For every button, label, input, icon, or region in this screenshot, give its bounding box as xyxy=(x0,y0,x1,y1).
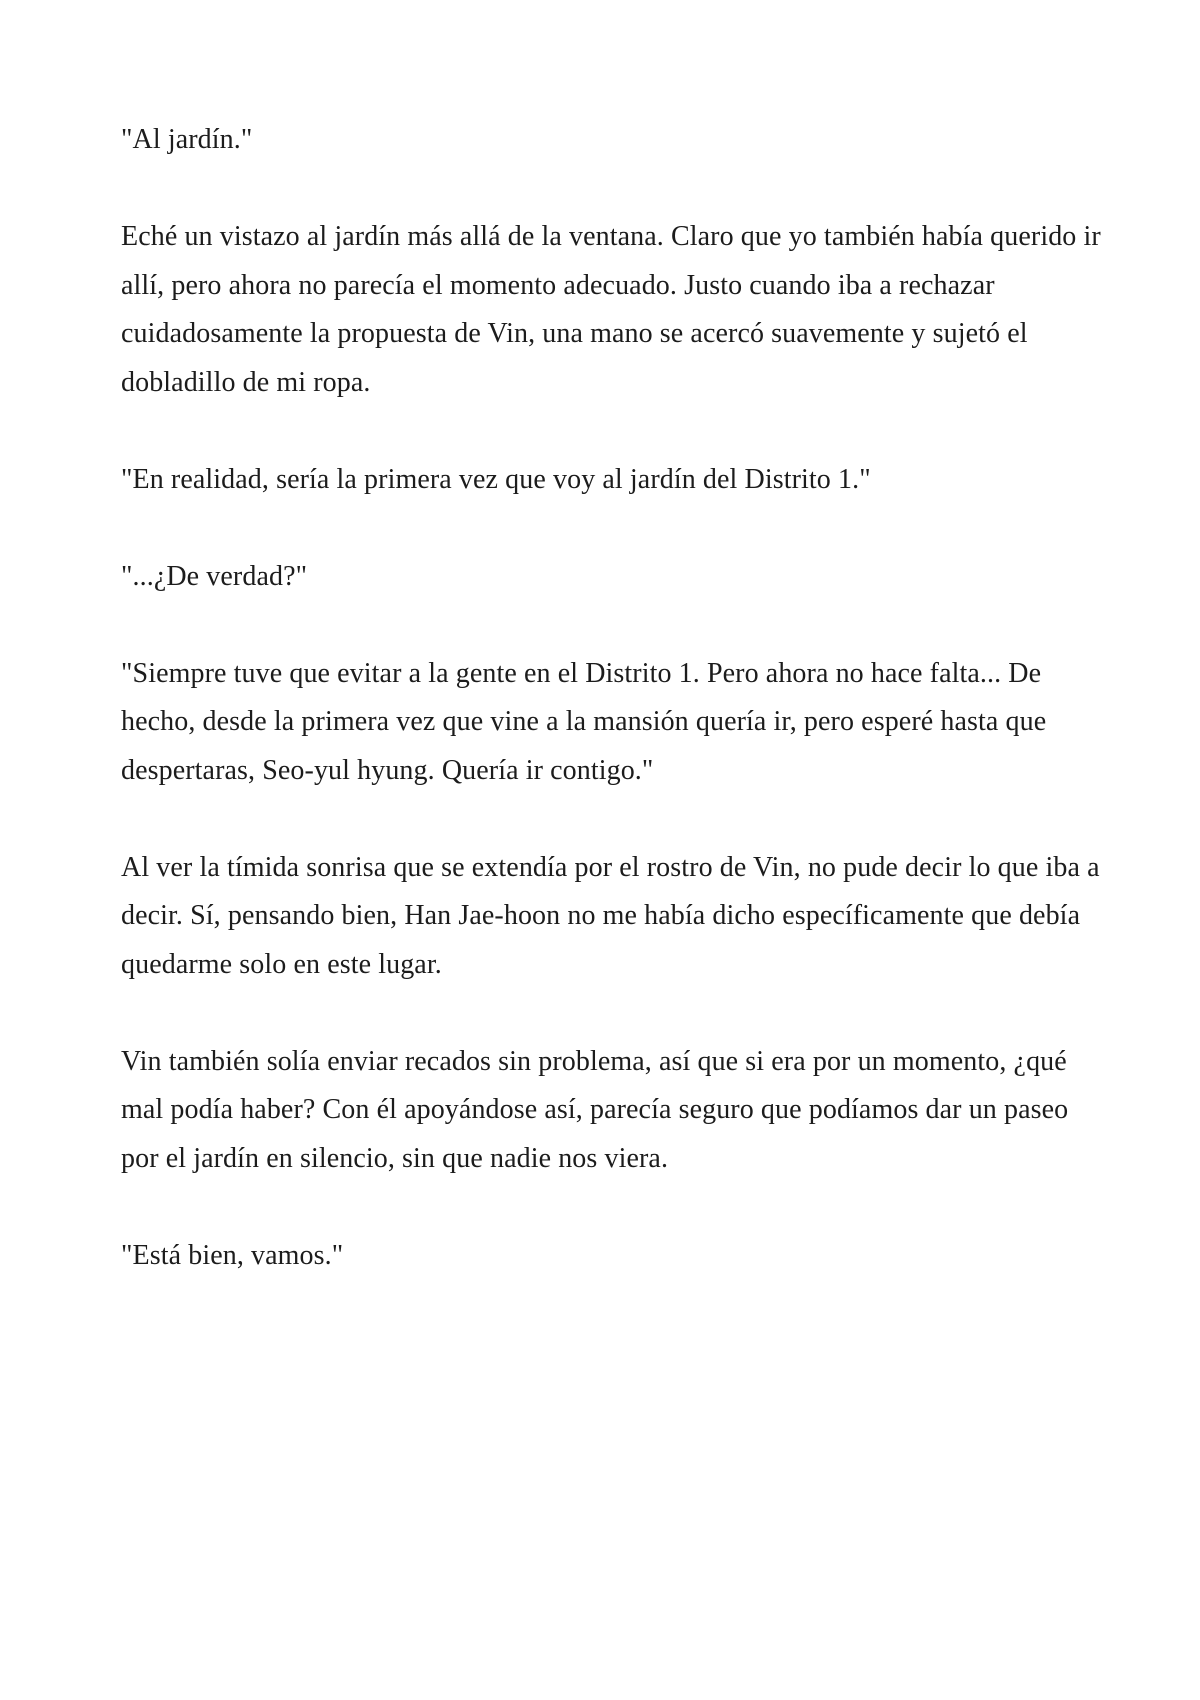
paragraph-dialogue-district: "Siempre tuve que evitar a la gente en el Distrito 1. Pero ahora no hace falta... De hecho, desde la primera vez que vine a la mansión quería ir, pero esperé hasta que despertaras, Seo-yul hyung. Quería ir contigo." xyxy=(121,657,1047,786)
paragraph-dialogue-garden: "Al jardín." xyxy=(121,124,253,155)
paragraph-narration-smile: Al ver la tímida sonrisa que se extendía por el rostro de Vin, no pude decir lo que iba a decir. Sí, pensando bien, Han Jae-hoon no me había dicho específicamente que debía quedarme solo en este lugar. xyxy=(121,851,1100,980)
paragraph-dialogue-first-time: "En realidad, sería la primera vez que voy al jardín del Distrito 1." xyxy=(121,463,871,495)
paragraph-dialogue-really: "...¿De verdad?" xyxy=(121,560,308,592)
paragraph-dialogue-lets-go: "Está bien, vamos." xyxy=(121,1239,344,1271)
paragraph-narration-window: Eché un vistazo al jardín más allá de la ventana. Claro que yo también había querido ir allí, pero ahora no parecía el momento adecuado. Justo cuando iba a rechazar cuidadosamente la propuesta de Vin, una mano se acercó suavemente y sujetó el dobladillo de mi ropa. xyxy=(121,221,1101,398)
paragraph-narration-errands: Vin también solía enviar recados sin problema, así que si era por un momento, ¿qué mal podía haber? Con él apoyándose así, parecía seguro que podíamos dar un paseo por el jardín en silencio, sin que nadie nos viera. xyxy=(121,1045,1069,1174)
document-page xyxy=(121,116,1101,1329)
